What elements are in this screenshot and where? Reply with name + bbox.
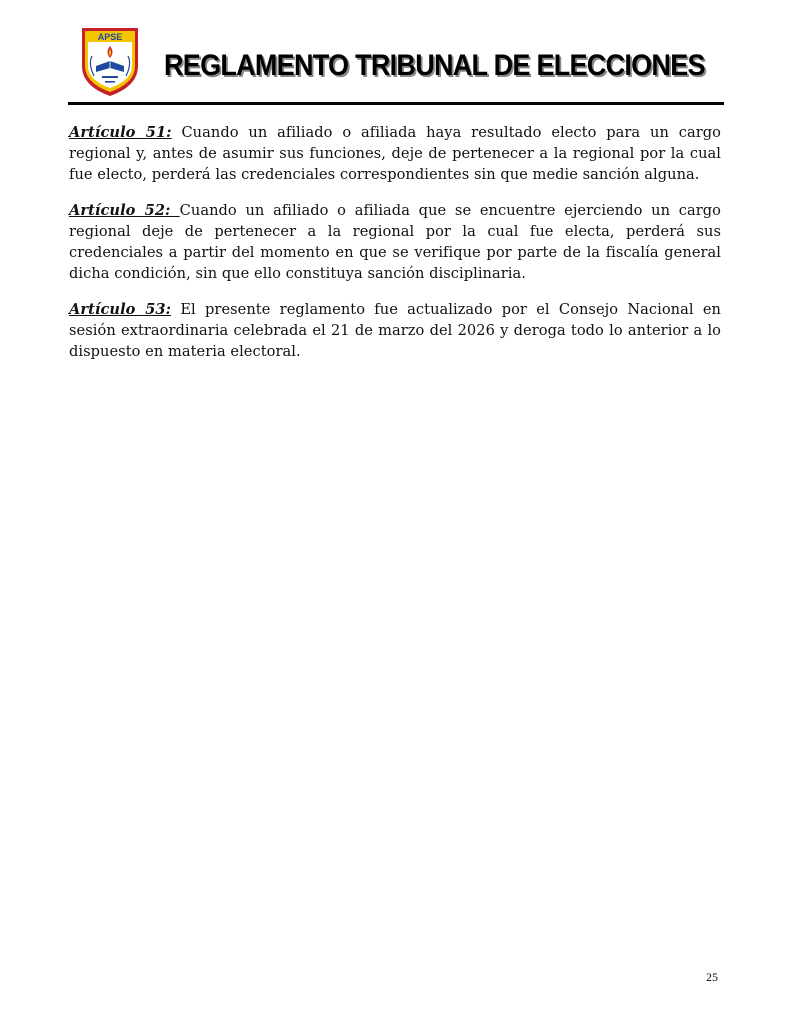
article-53 (69, 299, 721, 362)
article-52-text: Cuando un afiliado o afiliada que se encuentre ejerciendo un cargo regional deje de pertenecer a la regional por la cual fue electa, perderá sus credenciales a partir del momento en que se verifique por parte de la fiscalía general dicha condición, sin que ello constituya sanción disciplinaria. (69, 202, 722, 282)
article-51 (69, 122, 721, 185)
header-divider (68, 102, 724, 105)
article-53-label: Artículo 53: (69, 301, 172, 318)
document-title: REGLAMENTO TRIBUNAL DE ELECCIONES (164, 49, 705, 82)
page-number: 25 (706, 970, 718, 984)
logo-text: APSE (97, 32, 123, 42)
article-51-text: Cuando un afiliado o afiliada haya resultado electo para un cargo regional y, antes de asumir sus funciones, deje de pertenecer a la regional por la cual fue electo, perderá las credenciales correspondientes sin que medie sanción alguna. (69, 124, 721, 183)
article-52-label: Artículo 52: (69, 202, 180, 219)
article-53-text: El presente reglamento fue actualizado por el Consejo Nacional en sesión extraordinaria celebrada el 21 de marzo del 2026 y deroga todo lo anterior a lo dispuesto en materia electoral. (69, 301, 722, 360)
document-body (69, 122, 721, 377)
article-51-label: Artículo 51: (69, 124, 172, 141)
apse-logo (78, 20, 142, 98)
article-52 (69, 200, 721, 284)
